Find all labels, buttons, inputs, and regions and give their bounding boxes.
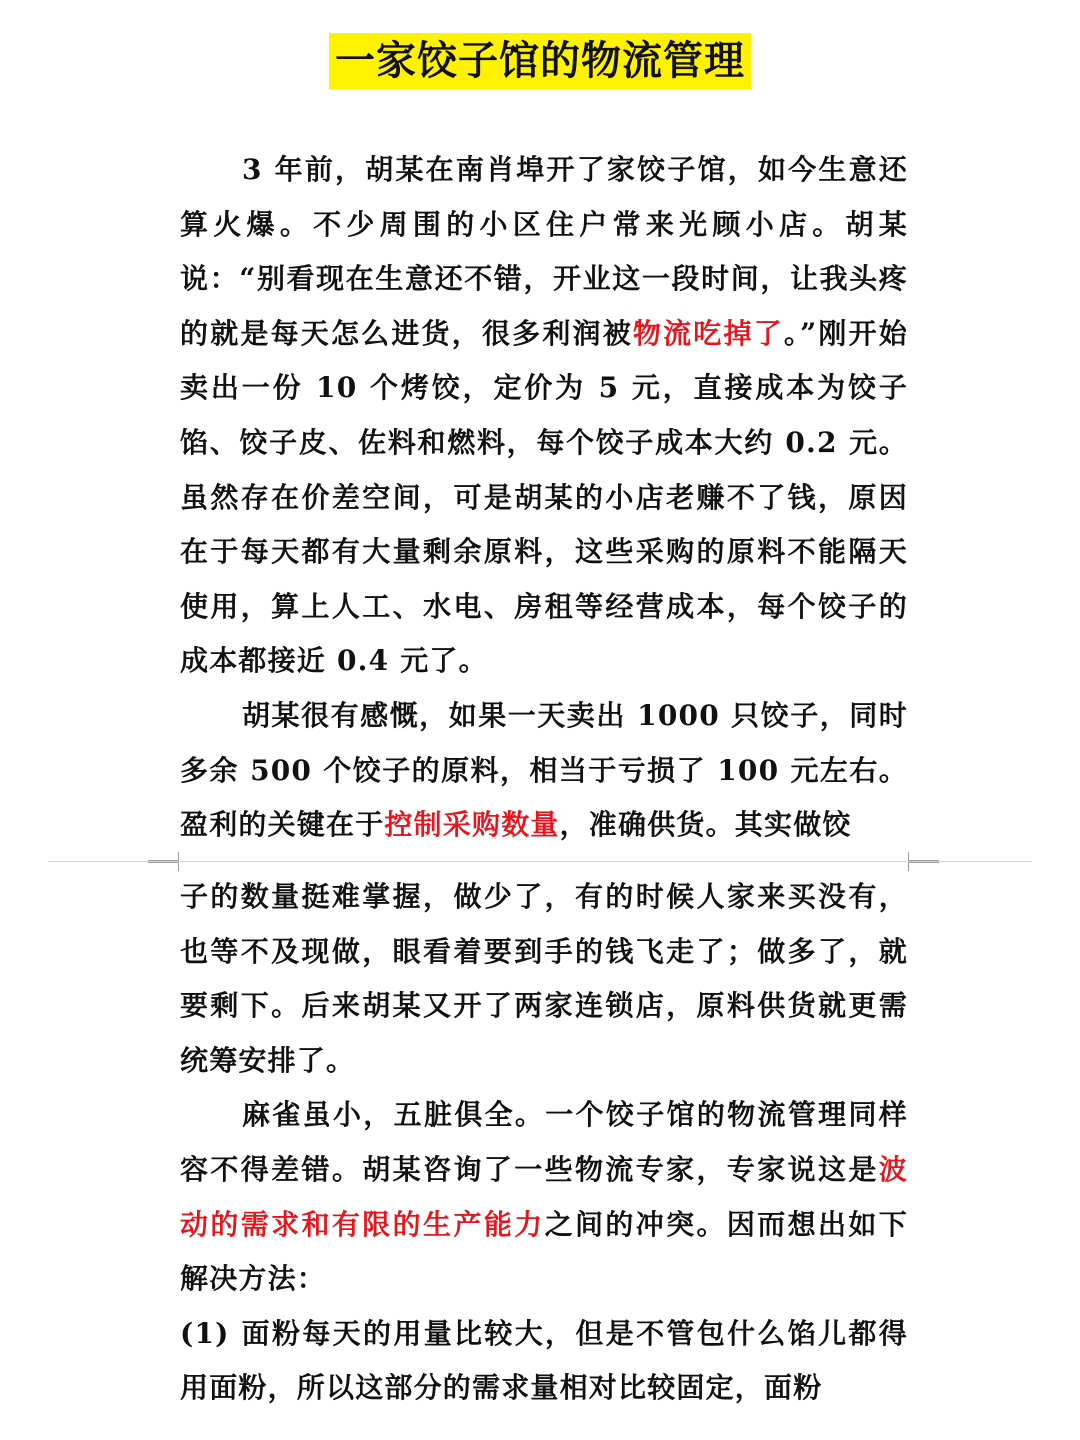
paragraph-2-continued: 子的数量挺难掌握，做少了，有的时候人家来买没有，也等不及现做，眼看着要到手的钱飞走了；做多了，就要剩下。后来胡某又开了两家连锁店，原料供货就更需统筹安排了。 [180, 880, 908, 1077]
page-corner-mark-right-bottom [908, 862, 939, 871]
paragraph-2 [180, 689, 908, 853]
paragraph-2-highlight: 控制采购数量 [384, 808, 560, 842]
page-corner-mark-left-bottom [148, 862, 179, 871]
paragraph-2-text-c: ，准确供货。其实做饺 [559, 808, 852, 842]
page-corner-mark-left-top [148, 852, 179, 861]
paragraph-4-list-item-1: (1) 面粉每天的用量比较大，但是不管包什么馅儿都得用面粉，所以这部分的需求量相对比较固定，面粉 [180, 1316, 908, 1405]
paragraph-3-text-a: 麻雀虽小，五脏俱全。一个饺子馆的物流管理同样容不得差错。胡某咨询了一些物流专家，专家说这是 [180, 1098, 908, 1186]
paragraph-2-text-a: 胡某很有感慨，如果一天卖出 1000 只饺子，同时多余 500 个饺子的原料，相当于亏损了 100 元左右。盈利的关键在于 [180, 698, 908, 842]
paragraph-1-highlight: 物流吃掉了 [632, 316, 784, 350]
paragraph-1-text-a: 3 年前，胡某在南肖埠开了家饺子馆，如今生意还算火爆。不少周围的小区住户常来光顾小店。胡某说：“别看现在生意还不错，开业这一段时间，让我头疼的就是每天怎么进货，很多利润被 [180, 153, 908, 350]
paragraph-3 [180, 1088, 908, 1306]
paragraph-1-text-c: 。”刚开始卖出一份 10 个烤饺，定价为 5 元，直接成本为饺子馅、饺子皮、佐料和燃料，每个饺子成本大约 0.2 元。虽然存在价差空间，可是胡某的小店老赚不了钱，原因在于每天都有大量剩余原料，这些采购的原料不能隔天使用，算上人工、水电、房租等经营成本，每个饺子的成本都接近 0.4 元了。 [180, 316, 908, 678]
title-container [0, 33, 1080, 89]
page-break-line [48, 861, 1032, 862]
paragraph-3-text-c: 之间的冲突。因而想出如下解决方法： [180, 1207, 908, 1296]
page-1-body [180, 143, 908, 853]
page-corner-mark-right-top [908, 852, 939, 861]
document-title: 一家饺子馆的物流管理 [329, 33, 751, 89]
paragraph-1 [180, 143, 908, 689]
page-2-body [180, 870, 908, 1416]
paragraph-3-highlight: 波动的需求和有限的生产能力 [180, 1152, 908, 1241]
